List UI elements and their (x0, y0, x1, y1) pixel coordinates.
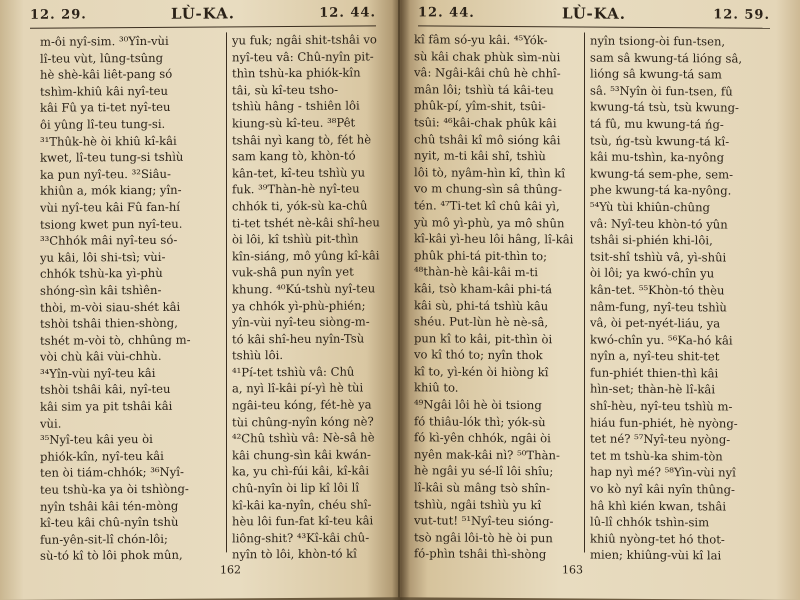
text-line: hè ngâi yu sé-lî lôi shîu; (414, 463, 554, 479)
text-line: liông-shit? ⁴³Kî-kâi chû- (232, 530, 370, 546)
left-header-verse-ref-end: 12. 44. (319, 5, 376, 21)
column-divider (226, 32, 227, 552)
text-line: hè shè-kâi liêt-pang só (40, 66, 173, 82)
text-line: lióng sâ kwung-tá sam (590, 66, 722, 82)
text-line: kwó-chîn yu. ⁵⁶Ka-hó kâi (590, 332, 733, 348)
right-header-verse-ref-end: 12. 59. (713, 7, 770, 23)
text-line: kâi mu-tshìn, ka-nyông (590, 149, 725, 165)
text-line: kî-teu kâi chû-nyîn tshù (40, 514, 179, 530)
text-line: khiûn a, mók kiang; yîn- (40, 183, 182, 199)
text-line: kân-tet, kî-teu tshìù yu (232, 165, 366, 181)
text-line: tshìù, ngâi tshìù yu kî (414, 496, 542, 512)
left-header-book-title: LÙ-KA. (170, 4, 236, 23)
left-page (0, 0, 398, 600)
text-line: nâm-fung, nyî-teu tshìù (590, 299, 727, 314)
text-line: hìn-set; thàn-hè lî-kâi (590, 382, 716, 397)
text-line: kî-kâi yì-heu lôi hâng, lî-kâi (414, 231, 574, 247)
text-line: khiû nyòng-tet hó thot- (590, 531, 725, 547)
right-page-number: 163 (562, 563, 583, 577)
text-line: m-ôi nyî-sim. ³⁰Yîn-vùi (40, 33, 169, 49)
text-line: mien; khiûng-vùi kî lai (590, 547, 722, 563)
right-header-verse-ref-start: 12. 44. (418, 5, 475, 21)
text-line: sù kâi chak phùk sìm-nùi (414, 48, 561, 64)
text-line: vut-tut! ⁵¹Nyî-teu sióng- (414, 513, 554, 529)
text-line: nyên mak-kâi nì? ⁵⁰Thàn- (414, 447, 560, 463)
text-line: kâi Fû ya ti-tet nyî-teu (40, 100, 171, 116)
text-line: shóng-sìn kâi tshìên- (40, 282, 162, 298)
text-line: kâi sim ya pit tshâi kâi (40, 398, 173, 414)
text-line: shî-hèu, nyî-teu tshìù m- (590, 398, 733, 414)
left-header-verse-ref-start: 12. 29. (30, 7, 87, 23)
text-line: tet m tshù-ka shim-tòn (590, 448, 723, 464)
text-line: fó thiâu-lók thì; yók-sù (414, 413, 546, 429)
text-line: chhók tshù-ka yì-phù (40, 266, 163, 282)
text-line: kî-kâi ka-nyîn, chéu shî- (232, 497, 372, 513)
text-line: fó-phìn tshâi thì-shòng (414, 546, 547, 562)
text-line: sam sâ kwung-tá lióng sâ, (590, 50, 743, 66)
text-line: sâ. ⁵³Nyîn òi fun-tsen, fû (590, 83, 733, 99)
text-line: tsù, ńg-tsù kwung-tá kî- (590, 133, 730, 149)
text-line: a, nyì lî-kâi pí-yì hè tùi (232, 380, 364, 396)
text-line: tshét m-vòi tò, chhûng m- (40, 332, 191, 348)
text-line: chhók ti, yók-sù ka-chû (232, 198, 368, 214)
text-line: tá fû, mu kwung-tá ńg- (590, 116, 724, 132)
text-line: tshìù hâng - tshiên lôi (232, 98, 360, 114)
text-line: kîn-siáng, mô yûng kî-kâi (232, 248, 380, 264)
text-line: nyîn a, nyî-teu shit-tet (590, 348, 720, 364)
text-line: nyîn tò lôi, khòn-tó kî (232, 546, 357, 562)
right-page-header (418, 3, 770, 28)
text-line: kân-tet. ⁵⁵Khòn-tó thèu (590, 282, 725, 298)
text-line: tsiong kwet pun nyî-teu. (40, 216, 183, 232)
text-line: tsò ngâi lôi-tò hè òi pun (414, 530, 553, 546)
text-line: vâ: Nyî-teu khòn-tó yûn (590, 216, 728, 232)
text-line: òi lôi; ya kwó-chîn yu (590, 265, 715, 281)
text-line: kwet, lî-teu tung-si tshìù (40, 149, 184, 165)
text-line: ⁴¹Pí-tet tshìù vâ: Chû (232, 364, 355, 380)
text-line: fun-yên-sit-lî chón-lôi; (40, 531, 168, 547)
text-line: kî to, yì-kén òi hiòng kî (414, 364, 549, 380)
text-line: hap nyì mé? ⁵⁸Yìn-vùi nyî (590, 464, 736, 480)
text-line: phûk-pí, yîm-shit, tsûi- (414, 98, 546, 114)
text-line: phûk phi-tá pit-thìn to; (414, 248, 548, 263)
right-page-column-2 (590, 33, 776, 564)
text-line: tet né? ⁵⁷Nyî-teu nyòng- (590, 431, 731, 447)
right-header-book-title: LÙ-KA. (561, 4, 627, 23)
text-line: tshâi nyì kang tò, fét hè (232, 131, 372, 147)
text-line: kiung-sù kî-teu. ³⁸Pêt (232, 115, 356, 131)
right-page-column-1 (414, 31, 580, 562)
text-line: fun-phiét thien-thì kâi (590, 365, 719, 381)
text-line: lî-kâi sù mâng tsò shîn- (414, 480, 551, 496)
text-line: nyit, m-ti kâi shî, tshìù (414, 148, 546, 164)
text-line: vâ: Ngâi-kâi chû hè chhî- (414, 65, 561, 81)
text-line: vùi nyî-teu kâi Fû fan-hí (40, 199, 181, 215)
text-line: ⁴⁹Ngâi lôi hè òi tsiong (414, 397, 542, 413)
text-line: yu fuk; ngâi shit-tshâi vo (232, 32, 377, 48)
text-line: khung. ⁴⁰Kú-tshù nyî-teu (232, 281, 376, 297)
text-line: teu tshù-ka ya òi tshìòng- (40, 481, 189, 497)
text-line: lî-teu vùt, lûng-tsûng (40, 50, 163, 66)
text-line: tén. ⁴⁷Ti-tet kî chû kâi yì, (414, 198, 560, 214)
text-line: ⁵⁴Yù tùi khiûn-chûng (590, 199, 710, 215)
text-line: tâi, sù kî-teu tsho- (232, 82, 339, 98)
text-line: ³¹Thûk-hè òi khiû kî-kâi (40, 133, 177, 149)
text-line: ka pun nyî-teu. ³²Siâu- (40, 166, 171, 182)
text-line: shéu. Put-lùn hè nè-sâ, (414, 314, 549, 330)
text-line: nyîn tshâi kâi tén-mòng (40, 498, 179, 514)
text-line: ka, yu chì-fúi kâi, kî-kâi (232, 463, 370, 479)
text-line: vùi. (40, 416, 62, 431)
text-line: ten òi tiám-chhók; ³⁶Nyî- (40, 465, 184, 481)
left-page-column-1 (40, 32, 220, 563)
text-line: yîn-vùi nyî-teu siòng-m- (232, 314, 370, 330)
text-line: ³⁴Yîn-vùi nyî-teu kâi (40, 365, 156, 381)
text-line: tshìm-khiû kâi nyî-teu (40, 83, 169, 99)
text-line: kwung-tá tsù, tsù kwung- (590, 99, 739, 115)
text-line: vo kò nyî kâi nyîn thûng- (590, 481, 735, 497)
text-line: lôi tò, nyâm-hìn kî, thìn kî (414, 165, 566, 181)
text-line: sù-tó kî tò lôi phok mûn, (40, 548, 183, 564)
text-line: nyî-teu vâ: Chû-nyîn pit- (232, 48, 374, 64)
text-line: tó kâi shî-heu nyîn-Tsù (232, 331, 365, 347)
text-line: yù mô yì-phù, ya mô shûn (414, 214, 565, 230)
text-line: òi lôi, kî tshìù pit-thìn (232, 231, 359, 247)
text-line: tshòi tshâi kâi, nyî-teu (40, 382, 171, 398)
text-line: ôi yûng lî-teu tung-si. (40, 116, 166, 132)
text-line: fó kì-yên chhók, ngâi òi (414, 430, 551, 446)
text-line: nyîn tsiong-òi fun-tsen, (590, 33, 726, 49)
text-line: tsûi: ⁴⁶kâi-chak phûk kâi (414, 115, 557, 131)
text-line: chû tshâi kî mô sióng kâi (414, 131, 561, 147)
left-page-header (30, 3, 376, 28)
text-line: fuk. ³⁹Thàn-hè nyî-teu (232, 181, 360, 197)
text-line: thòi, m-vòi siau-shét kâi (40, 299, 181, 315)
right-page (400, 0, 800, 600)
text-line: ngâi-teu kóng, fét-hè ya (232, 397, 372, 413)
text-line: ⁴²Chû tshìù vâ: Nè-sâ hè (232, 430, 375, 446)
text-line: tshâi si-phién khi-lôi, (590, 232, 713, 248)
text-line: yu kâi, lôi shi-tsì; vùi- (40, 249, 166, 265)
text-line: sam kang tò, khòn-tó (232, 148, 356, 164)
text-line: pun kî to kâi, pit-thìn òi (414, 330, 553, 346)
text-line: ya chhók yì-phù-phién; (232, 297, 366, 313)
text-line: kî fâm só-yu kâi. ⁴⁵Yók- (414, 32, 548, 48)
column-divider (584, 32, 585, 552)
text-line: ³³Chhók mâi nyî-teu só- (40, 232, 178, 248)
text-line: tùi chûng-nyîn kóng nè? (232, 414, 374, 430)
text-line: hâ khì kién kwan, tshâi (590, 498, 727, 514)
text-line: tshòi tshâi thien-shòng, (40, 315, 178, 331)
text-line: vo m chung-sìn sâ thûng- (414, 181, 562, 197)
text-line: kâi chung-sìn kâi kwán- (232, 447, 371, 463)
text-line: kâi, tsò kham-kâi phi-tá (414, 281, 553, 297)
left-page-number: 162 (220, 563, 241, 577)
text-line: phe kwung-tá ka-nyông. (590, 182, 732, 198)
text-line: kâi sù, phi-tá tshìù kâu (414, 297, 549, 313)
text-line: hèu lôi fun-fat kî-teu kâi (232, 513, 374, 529)
text-line: hiáu fun-phiét, hè nyòng- (590, 415, 738, 431)
text-line: lû-lî chhók tshìn-sim (590, 514, 710, 530)
text-line: chû-nyîn òi lip kî lôi lî (232, 480, 360, 496)
text-line: khiû to. (414, 380, 459, 396)
text-line: phiók-kîn, nyî-teu kâi (40, 448, 164, 464)
text-line: ³⁵Nyî-teu kâi yeu òi (40, 432, 153, 447)
text-line: thìn tshù-ka phiók-kîn (232, 65, 361, 81)
text-line: tshìù lôi. (232, 348, 284, 363)
text-line: vòi chù kâi vùi-chhù. (40, 349, 162, 365)
text-line: vuk-shâ pun nyîn yet (232, 264, 354, 280)
text-line: ti-tet tshét nè-kâi shî-heu (232, 214, 380, 230)
text-line: vâ, òi pet-nyét-liáu, ya (590, 315, 721, 331)
text-line: ⁴⁸thàn-hè kâi-kâi m-ti (414, 264, 538, 280)
text-line: mân lôi; tshìù tá kâi-teu (414, 82, 554, 98)
text-line: tsit-shî tshìù vâ, yì-shûi (590, 249, 727, 265)
text-line: vo kî thó to; nyîn thok (414, 347, 543, 363)
left-page-column-2 (232, 31, 392, 562)
text-line: kwung-tá sem-phe, sem- (590, 166, 734, 182)
